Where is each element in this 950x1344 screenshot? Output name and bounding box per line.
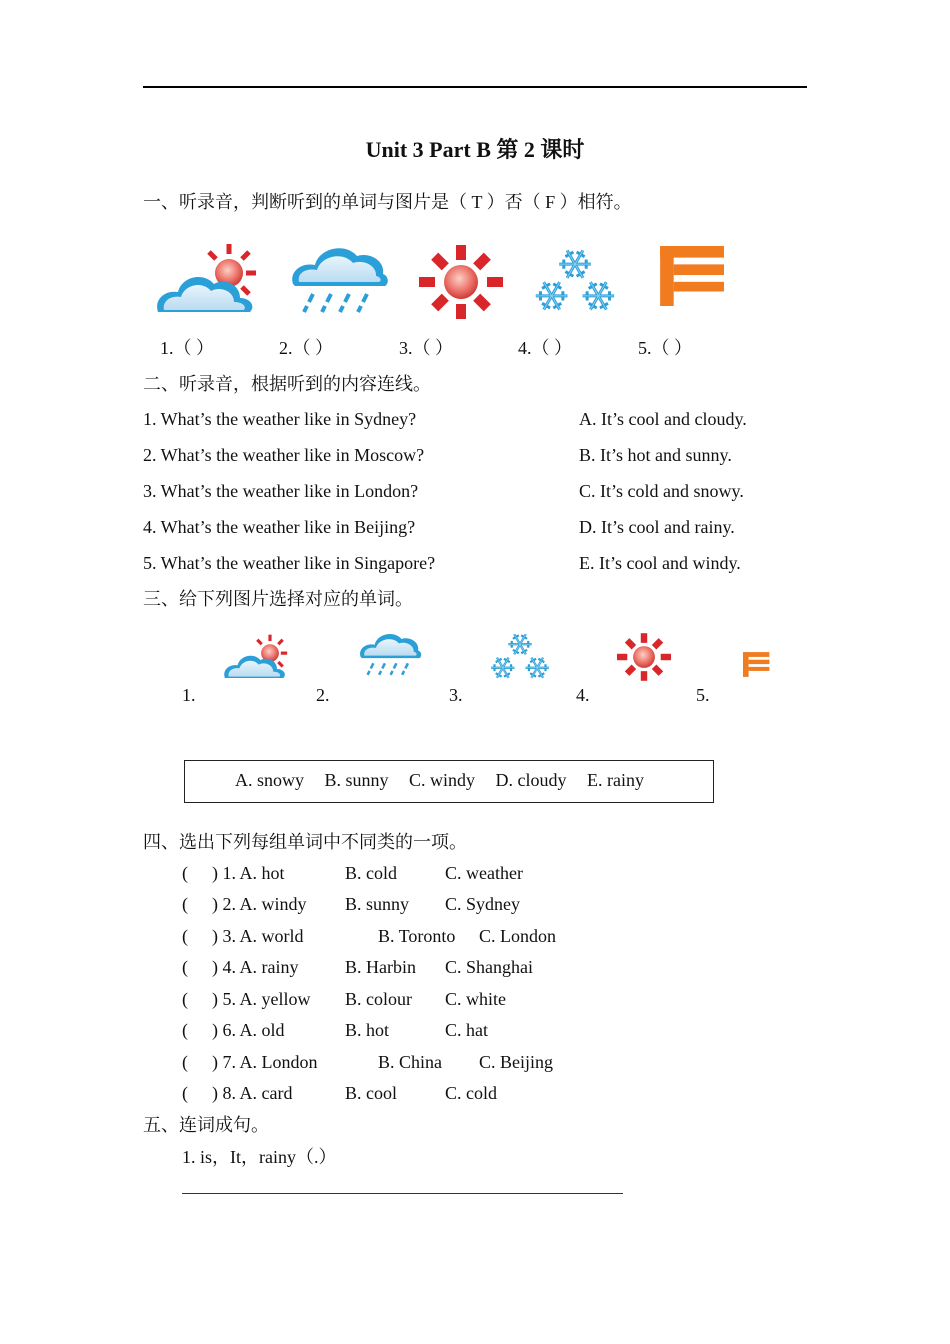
blank-3[interactable]: 3.（ ） [399, 338, 453, 358]
option-a: ) 3. A. world [212, 926, 304, 946]
sun-icon [617, 633, 671, 681]
option-c: C. weather [445, 863, 523, 883]
answer-paren[interactable]: ( [182, 1020, 188, 1040]
sentence-item: 1. is，It，rainy（.） [182, 1147, 337, 1167]
option-c: C. Sydney [445, 894, 521, 914]
answer-paren[interactable]: ( [182, 957, 188, 977]
answer-line[interactable] [182, 1193, 623, 1194]
section5-heading: 五、连词成句。 [143, 1115, 269, 1135]
option-a: ) 5. A. yellow [212, 989, 311, 1009]
picture-number: 3. [449, 685, 463, 705]
sun-icon [419, 245, 503, 319]
rain-cloud-icon [289, 242, 389, 317]
section3-heading: 三、给下列图片选择对应的单词。 [143, 589, 413, 609]
option-a: ) 2. A. windy [212, 894, 307, 914]
word-option: E. rainy [587, 770, 645, 790]
option-a: ) 7. A. London [212, 1052, 318, 1072]
wind-flag-icon [660, 246, 728, 306]
snowflakes-icon [533, 244, 617, 316]
word-option: D. cloudy [495, 770, 567, 790]
section4-heading: 四、选出下列每组单词中不同类的一项。 [143, 832, 467, 852]
word-bank-box [184, 760, 714, 803]
question-item: 3. What’s the weather like in London? [143, 481, 419, 501]
snowflakes-icon [489, 630, 551, 682]
answer-item: B. It’s hot and sunny. [579, 445, 732, 465]
option-c: C. Beijing [479, 1052, 554, 1072]
option-a: ) 6. A. old [212, 1020, 285, 1040]
option-b: B. China [378, 1052, 443, 1072]
answer-paren[interactable]: ( [182, 1052, 188, 1072]
top-rule [143, 86, 807, 88]
word-option: A. snowy [235, 770, 305, 790]
page-title: Unit 3 Part B 第 2 课时 [365, 137, 585, 162]
blank-1[interactable]: 1.（ ） [160, 338, 214, 358]
blank-2[interactable]: 2.（ ） [279, 338, 333, 358]
answer-item: C. It’s cold and snowy. [579, 481, 744, 501]
option-a: ) 1. A. hot [212, 863, 285, 883]
option-b: B. Toronto [378, 926, 456, 946]
section1-heading: 一、听录音，判断听到的单词与图片是（ T ）否（ F ）相符。 [143, 192, 632, 212]
picture-number: 5. [696, 685, 710, 705]
question-item: 5. What’s the weather like in Singapore? [143, 553, 436, 573]
answer-item: A. It’s cool and cloudy. [579, 409, 747, 429]
option-b: B. hot [345, 1020, 390, 1040]
option-a: ) 8. A. card [212, 1083, 293, 1103]
picture-number: 2. [316, 685, 330, 705]
option-a: ) 4. A. rainy [212, 957, 299, 977]
section2-heading: 二、听录音，根据听到的内容连线。 [143, 374, 431, 394]
option-c: C. Shanghai [445, 957, 533, 977]
option-c: C. London [479, 926, 557, 946]
option-b: B. cold [345, 863, 397, 883]
blank-4[interactable]: 4.（ ） [518, 338, 572, 358]
option-b: B. Harbin [345, 957, 416, 977]
answer-paren[interactable]: ( [182, 1083, 188, 1103]
option-b: B. colour [345, 989, 412, 1009]
rain-cloud-icon [358, 630, 422, 678]
wind-flag-icon [743, 643, 771, 686]
word-option: B. sunny [324, 770, 389, 790]
answer-paren[interactable]: ( [182, 894, 188, 914]
question-item: 2. What’s the weather like in Moscow? [143, 445, 425, 465]
answer-paren[interactable]: ( [182, 926, 188, 946]
option-c: C. white [445, 989, 506, 1009]
option-b: B. sunny [345, 894, 410, 914]
picture-number: 4. [576, 685, 590, 705]
question-item: 4. What’s the weather like in Beijing? [143, 517, 416, 537]
blank-5[interactable]: 5.（ ） [638, 338, 692, 358]
picture-number: 1. [182, 685, 196, 705]
cloudy-sun-icon [152, 240, 262, 315]
question-item: 1. What’s the weather like in Sydney? [143, 409, 417, 429]
option-b: B. cool [345, 1083, 397, 1103]
cloudy-sun-icon [221, 632, 291, 680]
word-option: C. windy [409, 770, 476, 790]
answer-paren[interactable]: ( [182, 989, 188, 1009]
option-c: C. hat [445, 1020, 488, 1040]
answer-item: E. It’s cool and windy. [579, 553, 741, 573]
option-c: C. cold [445, 1083, 497, 1103]
answer-item: D. It’s cool and rainy. [579, 517, 735, 537]
answer-paren[interactable]: ( [182, 863, 188, 883]
